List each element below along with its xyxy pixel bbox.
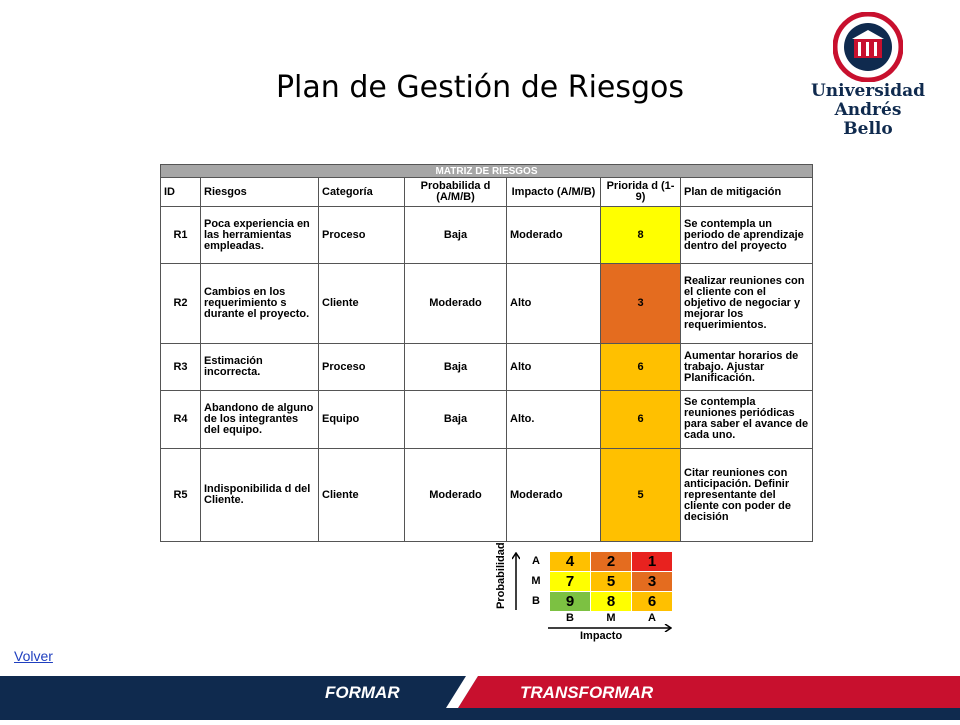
row-plan: Se contempla un periodo de aprendizaje dentro del proyecto bbox=[681, 207, 813, 263]
footer-transformar: TRANSFORMAR bbox=[520, 683, 654, 702]
col-label: M bbox=[606, 612, 616, 624]
row-prioridad: 3 bbox=[601, 263, 681, 344]
row-probabilidad: Baja bbox=[405, 344, 507, 390]
row-riesgo: Cambios en los requerimiento s durante el proyecto. bbox=[201, 263, 319, 344]
row-id: R2 bbox=[161, 263, 201, 344]
row-id: R5 bbox=[161, 449, 201, 542]
row-impacto: Moderado bbox=[507, 449, 601, 542]
row-prioridad: 8 bbox=[601, 207, 681, 263]
row-riesgo: Abandono de alguno de los integrantes del equipo. bbox=[201, 390, 319, 448]
footer-formar: FORMAR bbox=[325, 683, 400, 702]
grid-cell: 3 bbox=[632, 572, 672, 591]
row-plan: Se contempla reuniones periódicas para saber el avance de cada uno. bbox=[681, 390, 813, 448]
row-plan: Citar reuniones con anticipación. Definir representante del cliente con poder de decisión bbox=[681, 449, 813, 542]
grid-cell: 4 bbox=[550, 552, 590, 571]
row-plan: Realizar reuniones con el cliente con el objetivo de negociar y mejorar los requerimientos. bbox=[681, 263, 813, 344]
row-label: M bbox=[531, 575, 541, 587]
university-logo bbox=[808, 12, 928, 139]
row-categoria: Equipo bbox=[319, 390, 405, 448]
table-row bbox=[161, 263, 813, 344]
row-id: R1 bbox=[161, 207, 201, 263]
priority-grid-ylabel: Probabilidad bbox=[495, 542, 507, 609]
grid-cell: 2 bbox=[591, 552, 631, 571]
footer-band bbox=[0, 676, 960, 720]
row-impacto: Moderado bbox=[507, 207, 601, 263]
row-categoria: Proceso bbox=[319, 207, 405, 263]
arrow-up-icon bbox=[512, 552, 520, 610]
grid-cell: 7 bbox=[550, 572, 590, 591]
university-crest-icon bbox=[833, 12, 903, 82]
row-riesgo: Estimación incorrecta. bbox=[201, 344, 319, 390]
header-id: ID bbox=[161, 178, 201, 207]
grid-cell: 8 bbox=[591, 592, 631, 611]
volver-link[interactable]: Volver bbox=[14, 648, 53, 664]
row-impacto: Alto bbox=[507, 263, 601, 344]
row-categoria: Cliente bbox=[319, 263, 405, 344]
row-plan: Aumentar horarios de trabajo. Ajustar Planificación. bbox=[681, 344, 813, 390]
grid-cell: 6 bbox=[632, 592, 672, 611]
row-prioridad: 5 bbox=[601, 449, 681, 542]
header-plan: Plan de mitigación bbox=[681, 178, 813, 207]
header-categoria: Categoría bbox=[319, 178, 405, 207]
logo-line-1: Universidad bbox=[810, 81, 926, 101]
grid-cell: 5 bbox=[591, 572, 631, 591]
col-label: B bbox=[566, 612, 574, 624]
row-prioridad: 6 bbox=[601, 390, 681, 448]
table-row bbox=[161, 449, 813, 542]
risk-matrix-table bbox=[160, 164, 812, 542]
header-prioridad: Priorida d (1-9) bbox=[601, 178, 681, 207]
grid-cell: 1 bbox=[632, 552, 672, 571]
priority-grid bbox=[490, 542, 690, 648]
priority-grid-xlabel: Impacto bbox=[580, 630, 623, 642]
col-label: A bbox=[648, 612, 656, 624]
row-label: B bbox=[532, 595, 540, 607]
row-categoria: Proceso bbox=[319, 344, 405, 390]
row-label: A bbox=[532, 555, 540, 567]
row-riesgo: Indisponibilida d del Cliente. bbox=[201, 449, 319, 542]
row-probabilidad: Baja bbox=[405, 207, 507, 263]
row-riesgo: Poca experiencia en las herramientas empleadas. bbox=[201, 207, 319, 263]
row-id: R4 bbox=[161, 390, 201, 448]
row-prioridad: 6 bbox=[601, 344, 681, 390]
row-id: R3 bbox=[161, 344, 201, 390]
slide-title: Plan de Gestión de Riesgos bbox=[275, 70, 685, 105]
table-row bbox=[161, 390, 813, 448]
row-impacto: Alto. bbox=[507, 390, 601, 448]
logo-line-2: Andrés Bello bbox=[834, 100, 902, 139]
header-probabilidad: Probabilida d (A/M/B) bbox=[405, 178, 507, 207]
grid-cell: 9 bbox=[550, 592, 590, 611]
header-impacto: Impacto (A/M/B) bbox=[507, 178, 601, 207]
row-impacto: Alto bbox=[507, 344, 601, 390]
header-riesgos: Riesgos bbox=[201, 178, 319, 207]
matrix-banner: MATRIZ DE RIESGOS bbox=[161, 165, 813, 178]
table-row bbox=[161, 207, 813, 263]
row-categoria: Cliente bbox=[319, 449, 405, 542]
footer-banner bbox=[0, 676, 960, 720]
row-probabilidad: Baja bbox=[405, 390, 507, 448]
row-probabilidad: Moderado bbox=[405, 263, 507, 344]
row-probabilidad: Moderado bbox=[405, 449, 507, 542]
table-row bbox=[161, 344, 813, 390]
